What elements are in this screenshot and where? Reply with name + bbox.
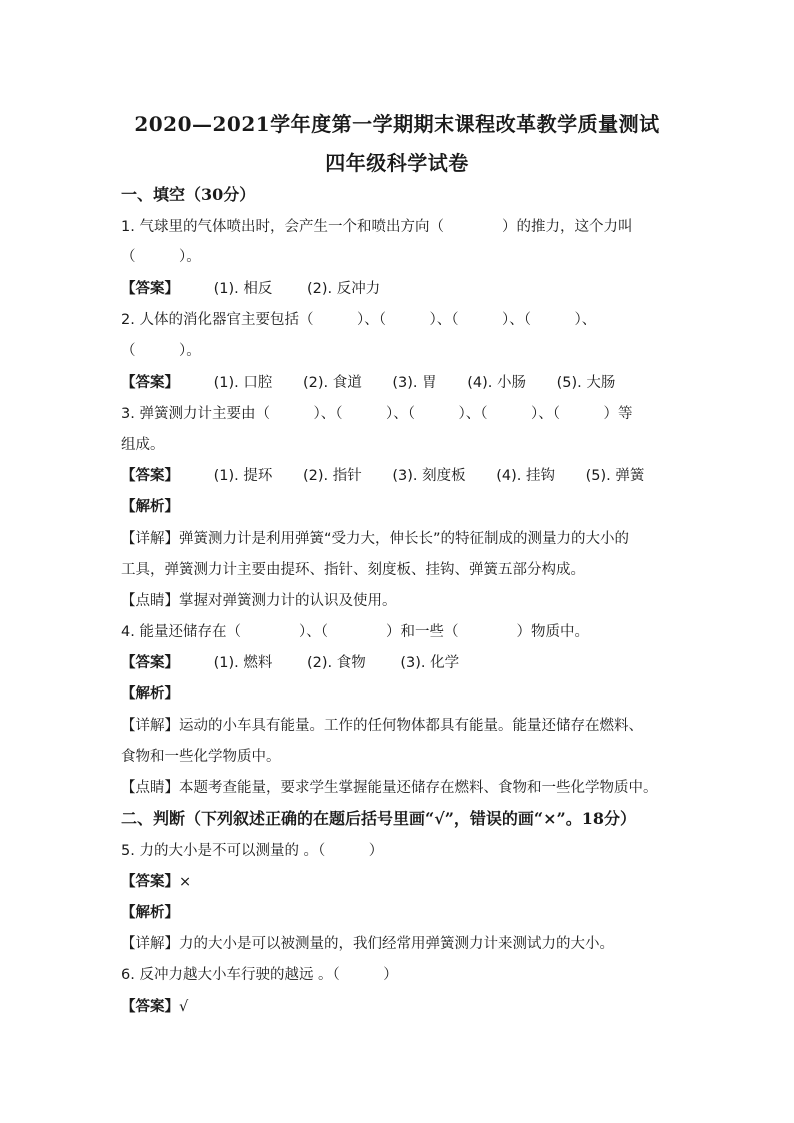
answer-item: (3). 刻度板 xyxy=(392,468,466,484)
exam-title: 2020—2021学年度第一学期期末课程改革教学质量测试 xyxy=(134,112,660,136)
detail-4-line-1: 【详解】运动的小车具有能量。工作的任何物体都具有能量。能量还储存在燃料、 xyxy=(121,718,643,734)
question-4-line-1: 4. 能量还储存在（ ）、（ ）和一些（ ）物质中。 xyxy=(121,624,589,640)
answer-5 xyxy=(121,872,191,892)
answer-item: (5). 弹簧 xyxy=(585,468,645,484)
answer-item: (1). 口腔 xyxy=(213,375,273,391)
question-3-line-2: 组成。 xyxy=(121,437,165,453)
answer-4 xyxy=(121,653,459,673)
answer-item: (1). 燃料 xyxy=(213,655,273,671)
question-2-line-1: 2. 人体的消化器官主要包括（ ）、（ ）、（ ）、（ ）、 xyxy=(121,312,597,328)
answer-value: √ xyxy=(179,999,189,1015)
answer-item: (1). 相反 xyxy=(213,281,273,297)
answer-1 xyxy=(121,279,380,299)
analysis-label-3: 【解析】 xyxy=(121,499,179,515)
comment-3: 【点睛】掌握对弹簧测力计的认识及使用。 xyxy=(121,593,397,609)
question-1-line-1: 1. 气球里的气体喷出时，会产生一个和喷出方向（ ）的推力，这个力叫 xyxy=(121,219,633,235)
exam-subtitle: 四年级科学试卷 xyxy=(325,151,469,175)
question-3-line-1: 3. 弹簧测力计主要由（ ）、（ ）、（ ）、（ ）、（ ）等 xyxy=(121,406,633,422)
detail-3-line-2: 工具，弹簧测力计主要由提环、指针、刻度板、挂钩、弹簧五部分构成。 xyxy=(121,562,585,578)
answer-tag: 【答案】 xyxy=(121,281,179,297)
answer-item: (2). 反冲力 xyxy=(306,281,381,297)
answer-item: (5). 大肠 xyxy=(556,375,616,391)
question-6: 6. 反冲力越大小车行驶的越远 。（ ） xyxy=(121,967,398,983)
detail-4-line-2: 食物和一些化学物质中。 xyxy=(121,749,281,765)
answer-item: (3). 化学 xyxy=(400,655,460,671)
answer-6 xyxy=(121,997,188,1017)
answer-2 xyxy=(121,373,615,393)
answer-item: (2). 食物 xyxy=(306,655,366,671)
question-2-line-2: （ ）。 xyxy=(121,343,201,359)
answer-item: (4). 挂钩 xyxy=(496,468,555,484)
answer-tag: 【答案】 xyxy=(121,468,179,484)
answer-tag: 【答案】 xyxy=(121,999,179,1015)
section-fill-blank: 一、填空（30分） xyxy=(121,185,256,204)
answer-item: (3). 胃 xyxy=(392,375,437,391)
question-5: 5. 力的大小是不可以测量的 。（ ） xyxy=(121,843,384,859)
detail-5: 【详解】力的大小是可以被测量的，我们经常用弹簧测力计来测试力的大小。 xyxy=(121,936,614,952)
comment-4: 【点睛】本题考查能量，要求学生掌握能量还储存在燃料、食物和一些化学物质中。 xyxy=(121,780,658,796)
answer-item: (4). 小肠 xyxy=(467,375,526,391)
answer-tag: 【答案】 xyxy=(121,375,179,391)
answer-item: (2). 指针 xyxy=(302,468,362,484)
detail-3-line-1: 【详解】弹簧测力计是利用弹簧“受力大，伸长长”的特征制成的测量力的大小的 xyxy=(121,531,630,547)
answer-tag: 【答案】 xyxy=(121,874,179,890)
answer-3 xyxy=(121,466,644,486)
answer-item: (2). 食道 xyxy=(302,375,362,391)
answer-value: × xyxy=(179,874,192,890)
analysis-label-5: 【解析】 xyxy=(121,905,179,921)
section-true-false: 二、判断（下列叙述正确的在题后括号里画“√”，错误的画“×”。18分） xyxy=(121,809,637,828)
answer-item: (1). 提环 xyxy=(213,468,273,484)
answer-tag: 【答案】 xyxy=(121,655,179,671)
question-1-line-2: （ ）。 xyxy=(121,249,201,265)
analysis-label-4: 【解析】 xyxy=(121,686,179,702)
